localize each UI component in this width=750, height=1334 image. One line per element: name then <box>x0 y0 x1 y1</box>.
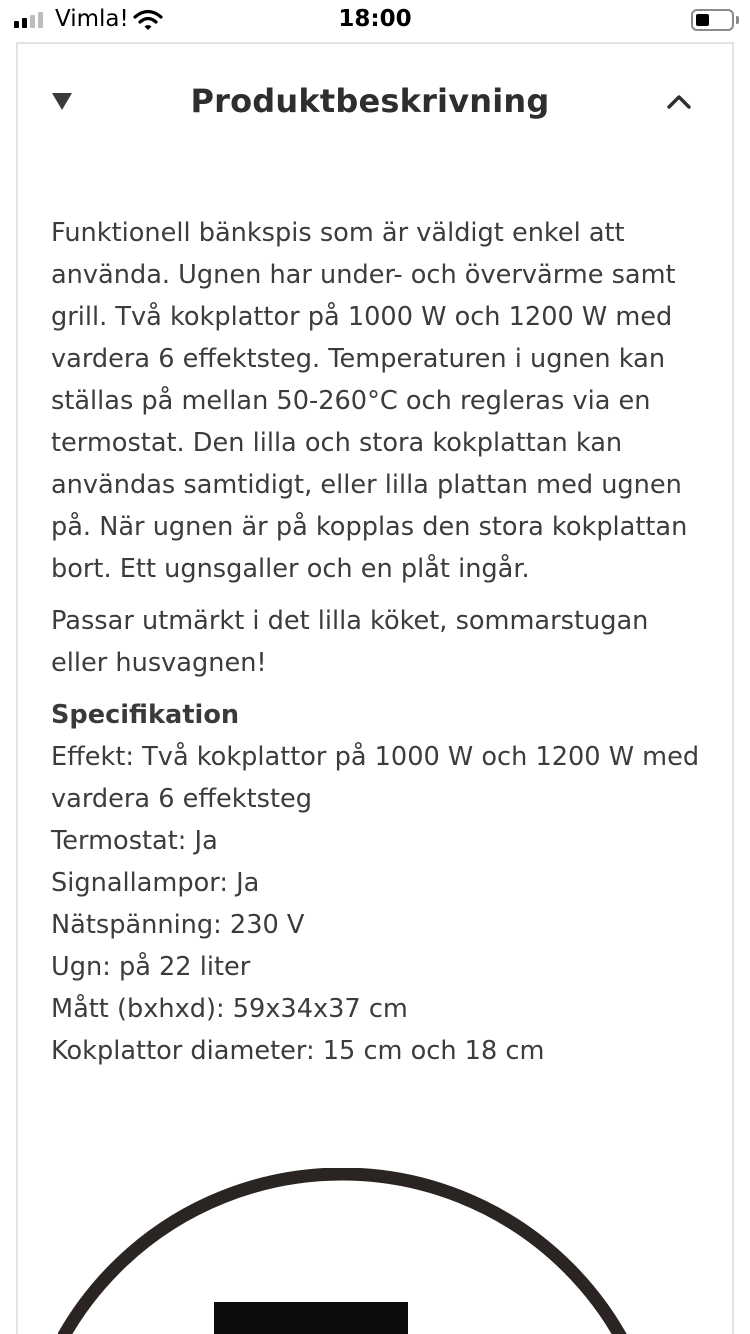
chevron-up-icon[interactable] <box>666 92 692 114</box>
accordion-header[interactable] <box>18 44 732 162</box>
spec-line: Nätspänning: 230 V <box>51 910 305 940</box>
battery-icon <box>691 9 734 31</box>
status-time: 18:00 <box>338 6 412 32</box>
product-description-card <box>16 42 734 1334</box>
spec-line: Kokplattor diameter: 15 cm och 18 cm <box>51 1036 545 1066</box>
spec-line: Mått (bxhxd): 59x34x37 cm <box>51 994 408 1024</box>
accordion-title: Produktbeskrivning <box>190 82 550 120</box>
spec-line: Termostat: Ja <box>51 826 218 856</box>
carrier-name: Vimla! <box>55 6 129 32</box>
spec-line: Signallampor: Ja <box>51 868 260 898</box>
accordion-content <box>51 212 711 1072</box>
status-bar <box>0 0 750 42</box>
product-icon-image <box>58 1168 698 1334</box>
description-paragraph: Passar utmärkt i det lilla köket, sommarstugan eller husvagnen! <box>51 606 649 678</box>
spec-line: Ugn: på 22 liter <box>51 952 251 982</box>
specification-heading: Specifikation <box>51 700 240 730</box>
battery-cap <box>736 16 739 24</box>
specification-section <box>51 694 711 1072</box>
spec-line: Effekt: Två kokplattor på 1000 W och 1200 W med vardera 6 effektsteg <box>51 742 700 814</box>
description-paragraph: Funktionell bänkspis som är väldigt enkel att använda. Ugnen har under- och övervärme samt grill. Två kokplattor på 1000 W och 1200 W med vardera 6 effektsteg. Temperaturen i ugnen kan ställas på mellan 50-260°C och regleras via en termostat. Den lilla och stora kokplattan kan användas samtidigt, eller lilla plattan med ugnen på. När ugnen är på kopplas den stora kokplattan bort. Ett ugnsgaller och en plåt ingår. <box>51 218 688 584</box>
